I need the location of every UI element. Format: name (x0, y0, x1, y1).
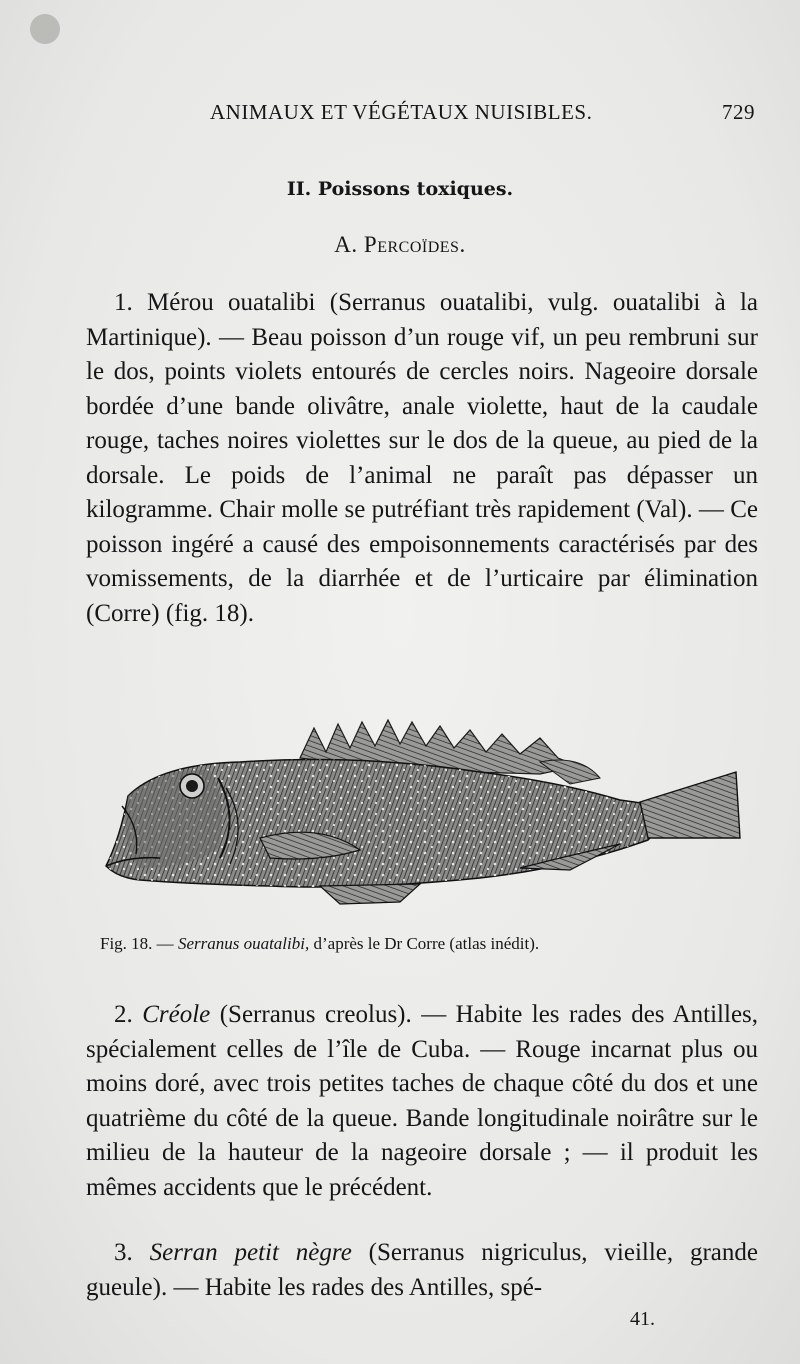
entry-1-number: 1. (114, 289, 133, 316)
figure-caption (100, 934, 760, 954)
running-title: ANIMAUX ET VÉGÉTAUX NUISIBLES. (210, 100, 593, 124)
page-number: 729 (722, 100, 755, 124)
caption-label: Fig. 18. — (100, 934, 174, 953)
caption-species: Serranus ouatalibi, (177, 934, 310, 953)
entry-3-number: 3. (114, 1239, 133, 1266)
entry-1 (86, 286, 758, 631)
entry-2-text: (Serranus creolus). — Habite les rades des Antilles, spécialement celles de l’île de Cuba. — Rouge incarnat plus ou moins doré, avec trois petites taches de chaque côté du dos et une quatrième du côté de la queue. Bande longitudinale noirâtre sur le milieu de la hauteur de la nageoire dorsale ; — il produit les mêmes accidents que le précédent. (86, 1001, 759, 1201)
entry-2-number: 2. (114, 1001, 133, 1028)
entry-3-text: (Serranus nigriculus, vieille, grande gueule). — Habite les rades des Antilles, spé- (86, 1239, 758, 1301)
entry-2 (86, 998, 758, 1205)
signature-mark: 41. (630, 1308, 655, 1330)
entry-2-name: Créole (142, 1001, 211, 1028)
section-title: II. Poissons toxiques. (286, 178, 514, 200)
entry-1-text: Mérou ouatalibi (Serranus ouatalibi, vulg. ouatalibi à la Martinique). — Beau poisson d’un rouge vif, un peu rembruni sur le dos, points violets entourés de cercles noirs. Nageoire dorsale bordée d’une bande olivâtre, anale violette, haut de la caudale rouge, taches noires violettes sur le dos de la queue, au pied de la dorsale. Le poids de l’animal ne paraît pas dépasser un kilogramme. Chair molle se putréfiant très rapidement (Val). — Ce poisson ingéré a causé des empoisonnements caractérisés par des vomissements, de la diarrhée et de l’urticaire par élimination (Corre) (fig. 18). (86, 289, 759, 627)
entry-3 (86, 1236, 758, 1305)
entry-3-name: Serran petit nègre (149, 1239, 352, 1266)
subsection-title (0, 232, 800, 258)
subsection-name: Percoïdes. (363, 232, 466, 257)
subsection-letter: A. (334, 232, 358, 257)
ink-smudge (30, 14, 60, 44)
fish-illustration (100, 718, 745, 918)
running-head (210, 100, 755, 125)
fish-engraving (100, 718, 745, 918)
caption-source: d’après le Dr Corre (atlas inédit). (313, 934, 540, 953)
